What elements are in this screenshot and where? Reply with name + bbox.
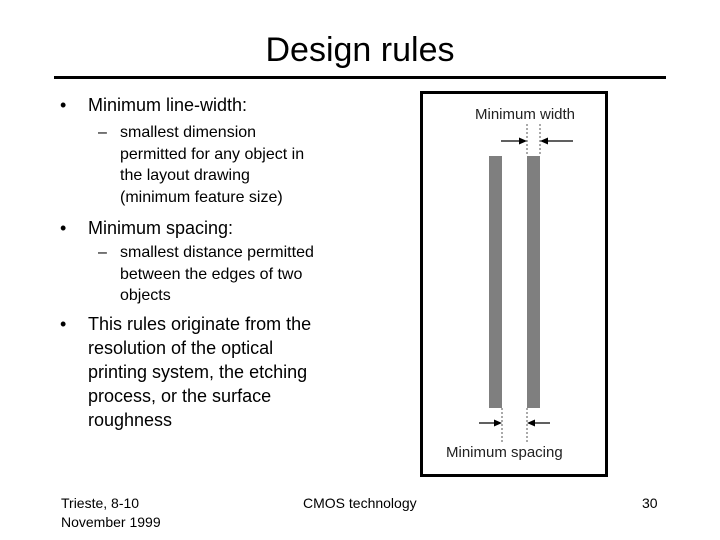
- dash-marker: –: [98, 124, 107, 141]
- spacing-arrowhead-right: [527, 420, 535, 427]
- line: the layout drawing: [120, 167, 250, 185]
- line: smallest distance permitted: [120, 244, 314, 261]
- bullet-text: [88, 312, 311, 432]
- line: between the edges of two: [120, 265, 303, 283]
- slide-title: Design rules: [265, 31, 455, 69]
- spacing-arrowhead-left: [494, 420, 502, 427]
- line: process, or the surface: [88, 386, 272, 406]
- bullet-text: Minimum line-width:: [88, 95, 248, 115]
- width-spacing-drawing: [423, 94, 605, 474]
- sub-bullet-text: [120, 122, 304, 209]
- page-number: 30: [642, 495, 658, 511]
- dash-marker: –: [98, 244, 107, 261]
- bullet-marker: •: [60, 95, 67, 115]
- footer-date-line2: November 1999: [61, 514, 161, 530]
- width-arrowhead-left: [519, 138, 527, 145]
- bullet-marker: •: [60, 314, 67, 334]
- line: This rules originate from the: [88, 314, 312, 334]
- bullet-text: Minimum spacing:: [88, 218, 234, 238]
- line: objects: [120, 287, 171, 305]
- bullet-marker: •: [60, 218, 67, 238]
- line: printing system, the etching: [88, 362, 308, 382]
- layout-line-right: [527, 156, 540, 408]
- line: (minimum feature size): [120, 189, 283, 207]
- minimum-width-label: Minimum width: [475, 106, 576, 123]
- line: resolution of the optical: [88, 338, 274, 358]
- footer-date: [61, 494, 161, 532]
- sub-bullet-text: [120, 242, 314, 307]
- design-rule-figure: [420, 91, 608, 477]
- width-arrowhead-right: [540, 138, 548, 145]
- footer-date-line1: Trieste, 8-10: [61, 495, 140, 511]
- line: smallest dimension: [120, 124, 257, 141]
- layout-line-left: [489, 156, 502, 408]
- title-divider: [54, 76, 666, 79]
- line: permitted for any object in: [120, 145, 305, 163]
- minimum-spacing-label: Minimum spacing: [446, 444, 563, 461]
- line: roughness: [88, 410, 173, 430]
- footer-course-title: CMOS technology: [303, 495, 417, 511]
